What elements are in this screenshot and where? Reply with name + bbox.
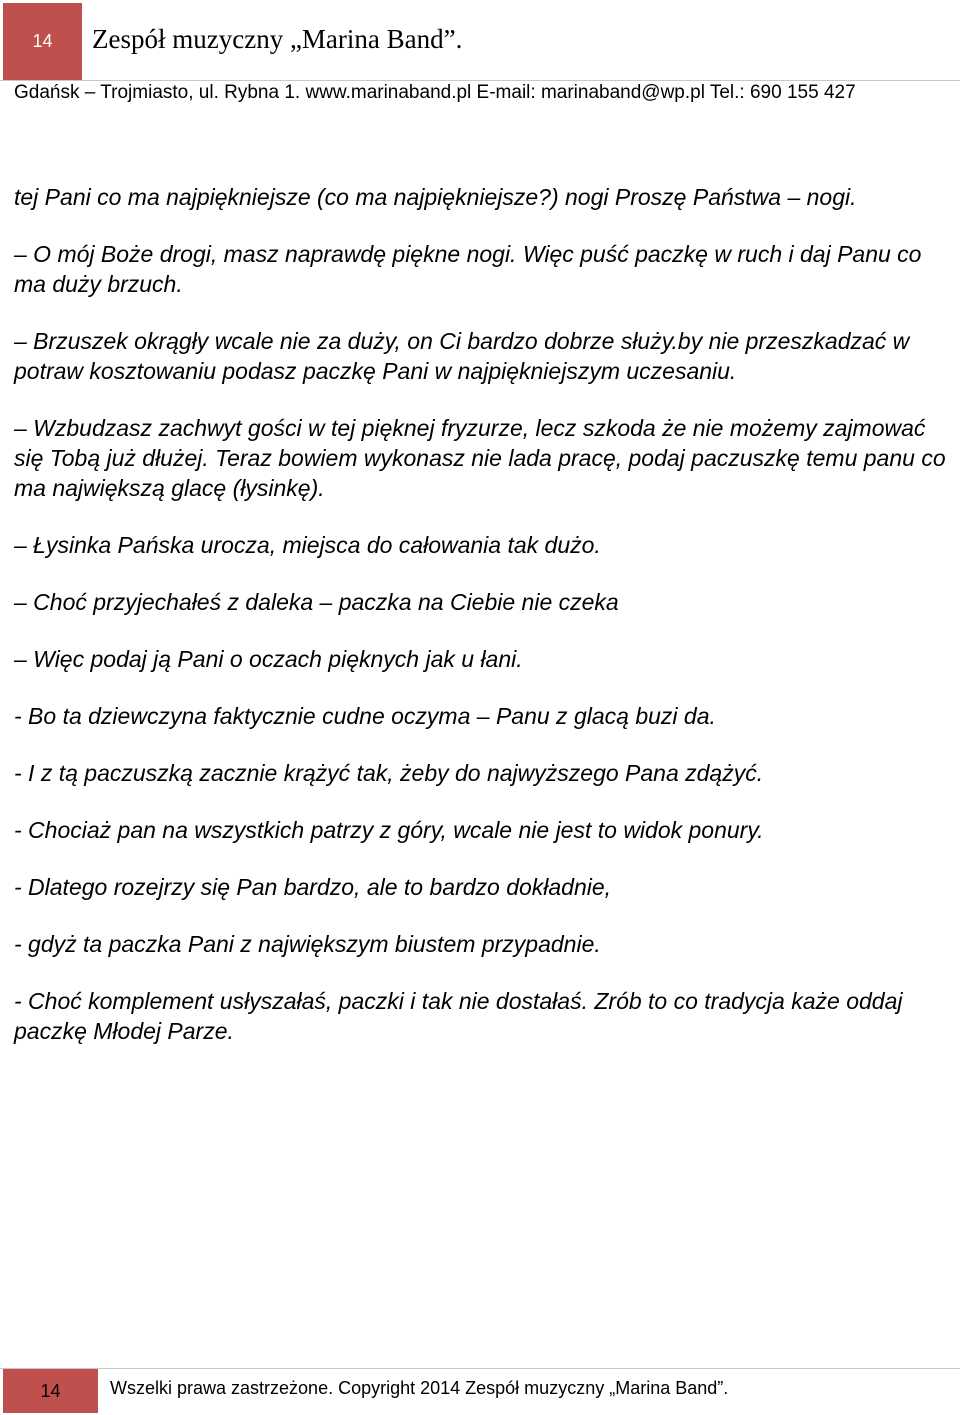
header-page-number: 14: [3, 3, 82, 80]
header-contact-line: Gdańsk – Trojmiasto, ul. Rybna 1. www.marinaband.pl E-mail: marinaband@wp.pl Tel.: 690 155 427: [14, 82, 856, 103]
footer-divider: [0, 1368, 960, 1369]
paragraph: – Wzbudzasz zachwyt gości w tej pięknej fryzurze, lecz szkoda że nie możemy zajmować się Tobą już dłużej. Teraz bowiem wykonasz nie lada pracę, podaj paczuszkę temu panu co ma największą glacę (łysinkę).: [14, 415, 946, 501]
document-body: [14, 182, 949, 1073]
paragraph: - Chociaż pan na wszystkich patrzy z góry, wcale nie jest to widok ponury.: [14, 817, 764, 843]
paragraph: tej Pani co ma najpiękniejsze (co ma najpiękniejsze?) nogi Proszę Państwa – nogi.: [14, 184, 857, 210]
paragraph: - gdyż ta paczka Pani z największym biustem przypadnie.: [14, 931, 601, 957]
paragraph: – Łysinka Pańska urocza, miejsca do całowania tak dużo.: [14, 532, 601, 558]
paragraph: - Bo ta dziewczyna faktycznie cudne oczyma – Panu z glacą buzi da.: [14, 703, 716, 729]
header-title: Zespół muzyczny „Marina Band”.: [92, 24, 463, 54]
paragraph: – Więc podaj ją Pani o oczach pięknych jak u łani.: [14, 646, 523, 672]
paragraph: – Brzuszek okrągły wcale nie za duży, on Ci bardzo dobrze służy.by nie przeszkadzać w potraw kosztowaniu podasz paczkę Pani w najpiękniejszym uczesaniu.: [14, 328, 910, 384]
header-divider: [0, 80, 960, 81]
paragraph: - I z tą paczuszką zacznie krążyć tak, żeby do najwyższego Pana zdążyć.: [14, 760, 764, 786]
footer-page-number: 14: [3, 1369, 98, 1413]
paragraph: – O mój Boże drogi, masz naprawdę piękne nogi. Więc puść paczkę w ruch i daj Panu co ma duży brzuch.: [14, 241, 922, 297]
paragraph: - Dlatego rozejrzy się Pan bardzo, ale to bardzo dokładnie,: [14, 874, 612, 900]
paragraph: - Choć komplement usłyszałaś, paczki i tak nie dostałaś. Zrób to co tradycja każe oddaj paczkę Młodej Parze.: [14, 988, 903, 1044]
footer-copyright: Wszelki prawa zastrzeżone. Copyright 2014 Zespół muzyczny „Marina Band”.: [110, 1378, 729, 1398]
paragraph: – Choć przyjechałeś z daleka – paczka na Ciebie nie czeka: [14, 589, 619, 615]
